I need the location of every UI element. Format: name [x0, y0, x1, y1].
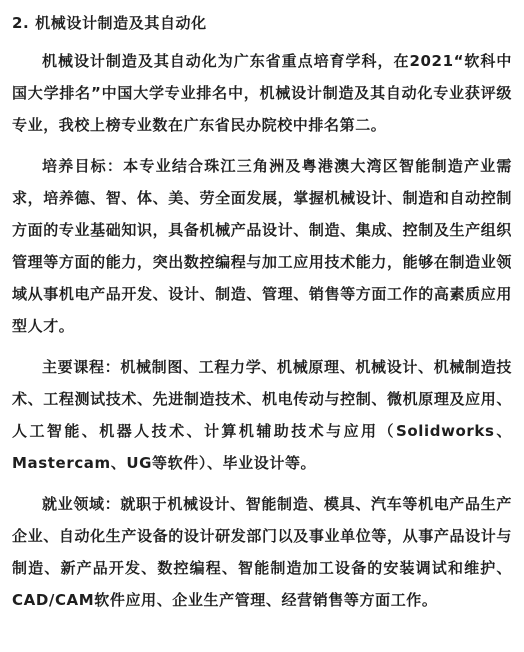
training-goal-paragraph: 培养目标：本专业结合珠江三角洲及粤港澳大湾区智能制造产业需求，培养德、智、体、美、劳全面发展，掌握机械设计、制造和自动控制方面的专业基础知识，具备机械产品设计、制造、集成、控制及生产组织管理等方面的能力，突出数控编程与加工应用技术能力，能够在制造业领域从事机电产品开发、设计、制造、管理、销售等方面工作的高素质应用型人才。 — [12, 157, 512, 335]
section-heading: 2. 机械设计制造及其自动化 — [12, 14, 207, 32]
employment-field-paragraph: 就业领域：就职于机械设计、智能制造、模具、汽车等机电产品生产企业、自动化生产设备的设计研发部门以及事业单位等，从事产品设计与制造、新产品开发、数控编程、智能制造加工设备的安装调试和维护、CAD/CAM软件应用、企业生产管理、经营销售等方面工作。 — [12, 495, 512, 609]
main-courses-paragraph: 主要课程：机械制图、工程力学、机械原理、机械设计、机械制造技术、工程测试技术、先进制造技术、机电传动与控制、微机原理及应用、人工智能、机器人技术、计算机辅助技术与应用（Solidworks、Mastercam、UG等软件）、毕业设计等。 — [12, 358, 512, 472]
document-page — [12, 10, 512, 625]
intro-paragraph: 机械设计制造及其自动化为广东省重点培育学科，在2021“软科中国大学排名”中国大学专业排名中，机械设计制造及其自动化专业获评级专业，我校上榜专业数在广东省民办院校中排名第二。 — [12, 52, 512, 134]
